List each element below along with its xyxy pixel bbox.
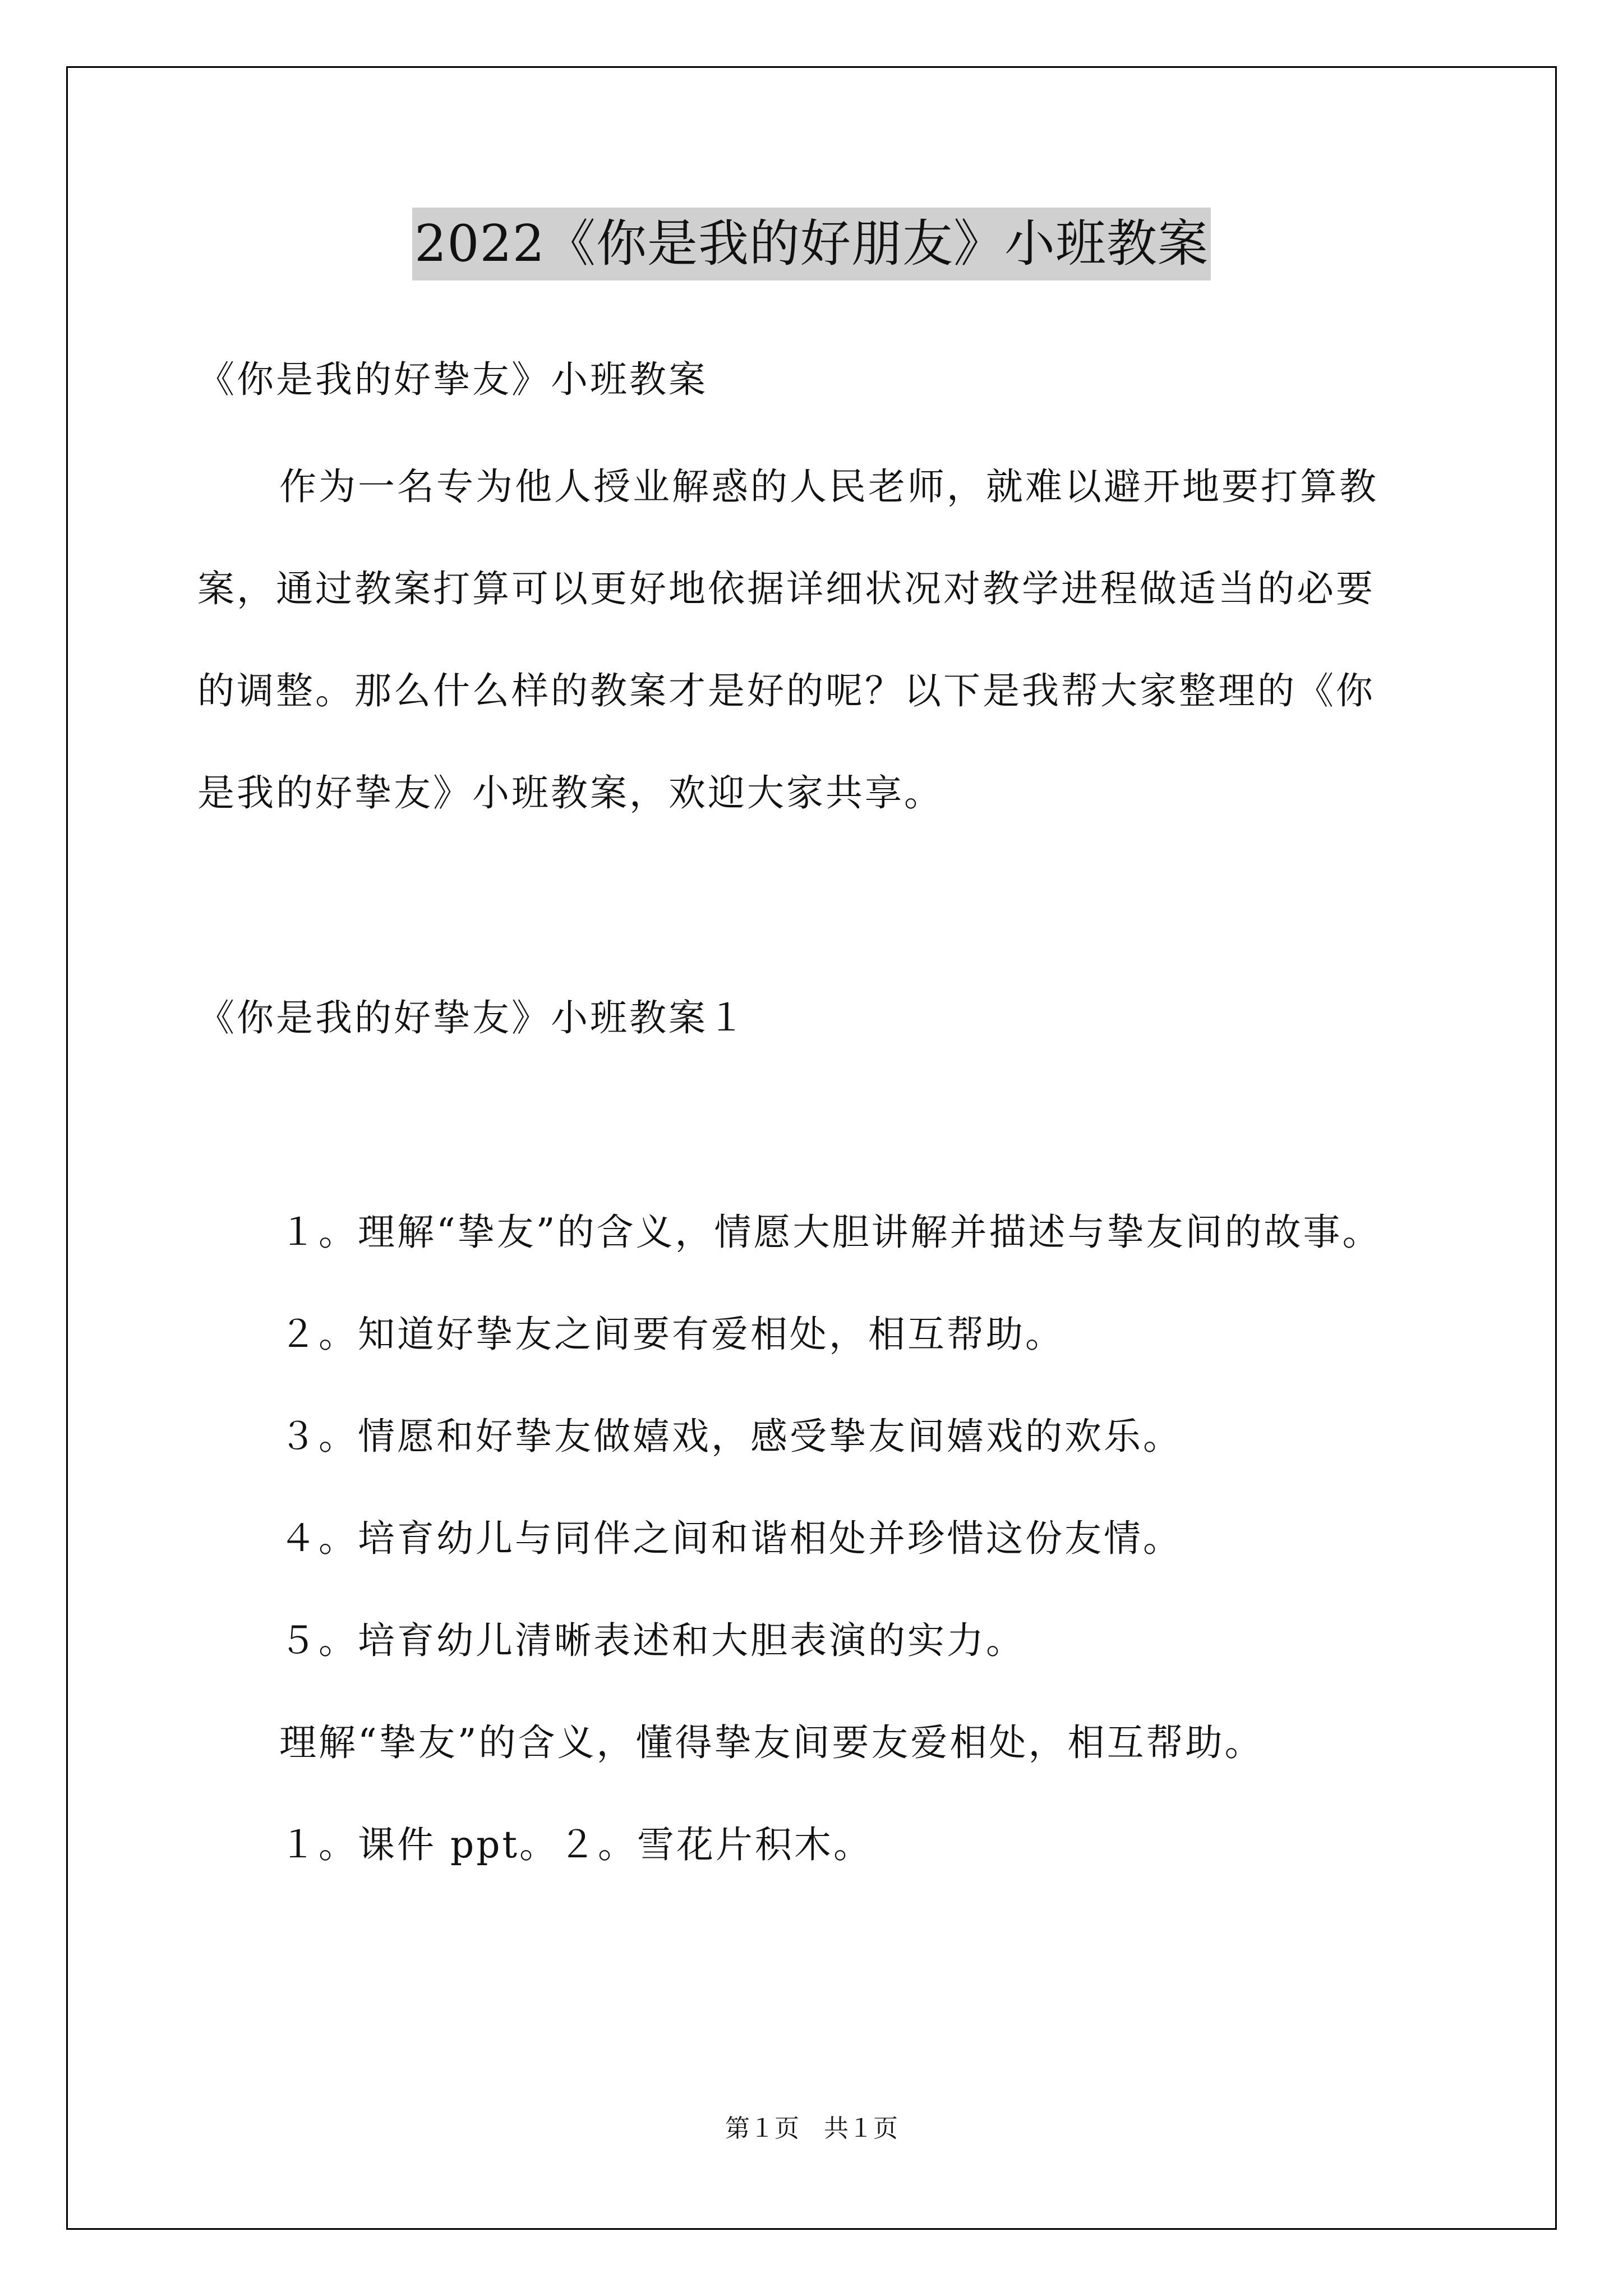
intro-line-2: 案，通过教案打算可以更好地依据详细状况对教学进程做适当的必要 [197,567,1375,610]
list-item-5: ５。培育幼儿清晰表述和大胆表演的实力。 [279,1619,1025,1662]
list-item-3: ３。情愿和好挚友做嬉戏，感受挚友间嬉戏的欢乐。 [279,1415,1182,1458]
key-point-line: 理解“挚友”的含义，懂得挚友间要友爱相处，相互帮助。 [279,1721,1264,1764]
document-title: 2022《你是我的好朋友》小班教案 [412,208,1211,280]
list-item-4: ４。培育幼儿与同伴之间和谐相处并珍惜这份友情。 [279,1517,1182,1560]
intro-line-3: 的调整。那么什么样的教案才是好的呢？以下是我帮大家整理的《你 [197,669,1375,712]
list-item-2: ２。知道好挚友之间要有爱相处，相互帮助。 [279,1313,1064,1356]
page-number-footer: 第１页 共１页 [725,2114,898,2143]
materials-line: １。课件 ppt。２。雪花片积木。 [279,1823,873,1866]
intro-line-4: 是我的好挚友》小班教案，欢迎大家共享。 [197,771,943,815]
title-container [0,208,1623,280]
document-subtitle: 《你是我的好挚友》小班教案 [197,358,708,401]
section-heading: 《你是我的好挚友》小班教案１ [197,996,747,1039]
intro-line-1: 作为一名专为他人授业解惑的人民老师，就难以避开地要打算教 [279,465,1378,508]
list-item-1: １。理解“挚友”的含义，情愿大胆讲解并描述与挚友间的故事。 [279,1211,1382,1254]
